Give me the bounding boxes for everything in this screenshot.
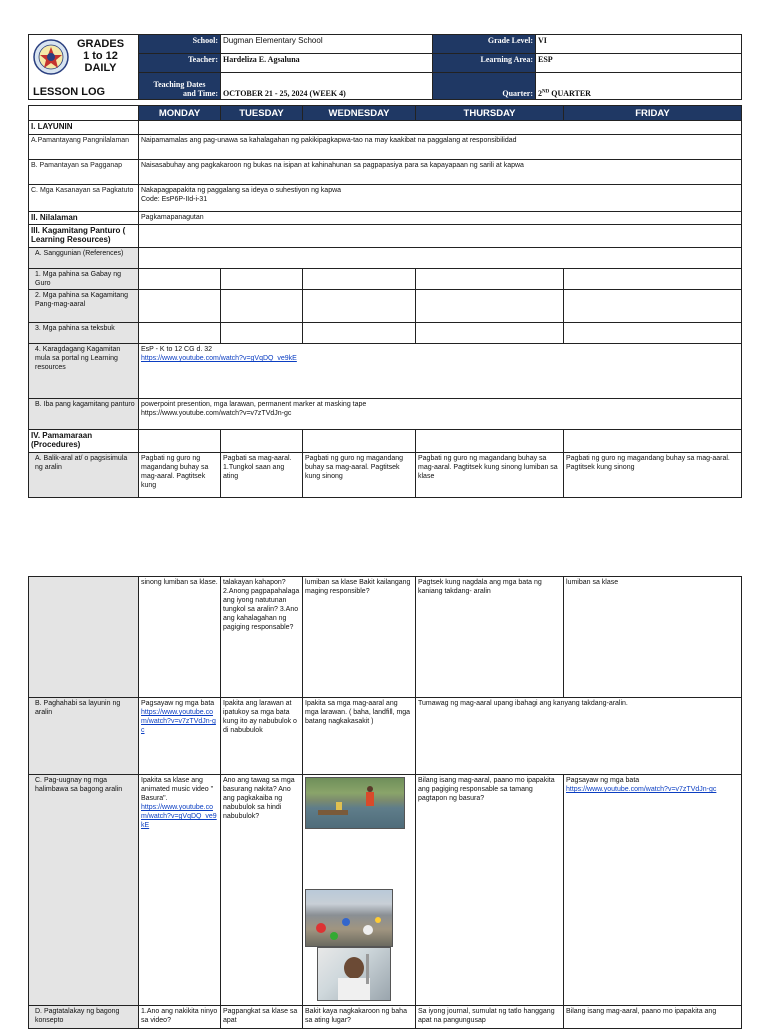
karagdagang-text: EsP - K to 12 CG d. 32 xyxy=(141,346,213,353)
cell xyxy=(416,323,564,344)
dates-label xyxy=(139,73,221,100)
cell xyxy=(564,430,742,453)
cell xyxy=(303,269,416,290)
cell xyxy=(303,323,416,344)
section-pamamaraan: IV. Pamamaraan (Procedures) xyxy=(29,430,139,453)
pagtatalakay-friday: Bilang isang mag-aaral, paano mo ipapakita ang xyxy=(564,1006,742,1029)
pagtatalakay-wednesday: Bakit kaya nagkakaroon ng baha sa ating lugar? xyxy=(303,1006,416,1029)
flood-photo xyxy=(305,777,405,829)
grade-label: Grade Level: xyxy=(433,35,536,54)
grade-value: VI xyxy=(536,35,742,54)
paghahabi-wednesday: Ipakita sa mga mag-aaral ang mga larawan. ( baha, landfill, mga batang nagkakasakit ) xyxy=(303,698,416,775)
cell xyxy=(416,290,564,323)
cell xyxy=(303,290,416,323)
row-label-teksbuk: 3. Mga pahina sa teksbuk xyxy=(29,323,139,344)
day-header-thursday: THURSDAY xyxy=(416,106,564,121)
quarter-label: Quarter: xyxy=(433,73,536,100)
title-line: LESSON LOG xyxy=(33,86,106,98)
cell xyxy=(564,323,742,344)
row-label-pamantayang-pangnilalaman: A.Pamantayang Pangnilalaman xyxy=(29,135,139,160)
cell xyxy=(221,290,303,323)
row-label-karagdagang-kagamitan: 4. Karagdagang Kagamitan mula sa portal ng Learning resources xyxy=(29,344,139,399)
pag-uugnay-friday-text: Pagsayaw ng mga bata xyxy=(566,777,640,784)
pag-uugnay-friday xyxy=(564,775,742,1006)
cell xyxy=(139,269,221,290)
paghahabi-tuesday: Ipakita ang larawan at ipatukoy sa mga bata kung ito ay nabubulok o di nabubulok xyxy=(221,698,303,775)
day-header-wednesday: WEDNESDAY xyxy=(303,106,416,121)
quarter-suffix: QUARTER xyxy=(549,89,591,98)
video-link[interactable]: https://www.youtube.com/watch?v=v7zTVdJn-gc xyxy=(566,786,717,793)
video-link[interactable]: https://www.youtube.com/watch?v=v7zTVdJn-gc xyxy=(141,709,216,734)
sanggunian-cell xyxy=(139,248,742,269)
header-title-cell xyxy=(29,35,139,100)
kasanayan-text: Nakapagpapakita ng paggalang sa ideya o suhestiyon ng kapwa xyxy=(141,187,342,194)
deped-seal-icon xyxy=(33,39,69,77)
cell xyxy=(221,323,303,344)
row-label-pagtatalakay: D. Pagtatalakay ng bagong konsepto xyxy=(29,1006,139,1029)
kasanayan-code: Code: EsP6P-IId-i-31 xyxy=(141,196,208,203)
dates-value: OCTOBER 21 - 25, 2024 (WEEK 4) xyxy=(221,73,433,100)
iba-pang-kagamitan-cell xyxy=(139,399,742,430)
cell xyxy=(416,430,564,453)
balik-aral-wednesday: Pagbati ng guro ng magandang buhay sa mag-aaral. Pagtitsek kung sinong xyxy=(303,453,416,498)
paghahabi-monday-text: Pagsayaw ng mga bata xyxy=(141,700,215,707)
layunin-spacer xyxy=(139,121,742,135)
iba-pang-text: powerpoint presention, mga larawan, permanent marker at masking tape xyxy=(141,401,367,408)
day-header-tuesday: TUESDAY xyxy=(221,106,303,121)
paghahabi-thursday: Tumawag ng mag-aaral upang ibahagi ang kanyang takdang-aralin. xyxy=(416,698,742,775)
teacher-value: Hardeliza E. Agsaluna xyxy=(221,54,433,73)
paghahabi-monday xyxy=(139,698,221,775)
title-line: DAILY xyxy=(84,62,117,74)
school-value: Dugman Elementary School xyxy=(221,35,433,54)
pagtatalakay-tuesday: Pagpangkat sa klase sa apat xyxy=(221,1006,303,1029)
row-label-kasanayan: C. Mga Kasanayan sa Pagkatuto xyxy=(29,185,139,212)
row-label-paghahabi: B. Paghahabi sa layunin ng aralin xyxy=(29,698,139,775)
continued-friday: lumiban sa klase xyxy=(564,577,742,698)
school-label: School: xyxy=(139,35,221,54)
day-header-monday: MONDAY xyxy=(139,106,221,121)
cell xyxy=(564,290,742,323)
pag-uugnay-wednesday xyxy=(303,775,416,1006)
cell xyxy=(221,269,303,290)
cell xyxy=(139,323,221,344)
area-value: ESP xyxy=(536,54,742,73)
row-label-balik-aral: A. Balik-aral at/ o pagsisimula ng aralin xyxy=(29,453,139,498)
row-label-kagamitang-mag-aaral: 2. Mga pahina sa Kagamitang Pang-mag-aaral xyxy=(29,290,139,323)
sick-child-photo xyxy=(317,947,391,1001)
nilalaman-text: Pagkamapanagutan xyxy=(139,212,742,225)
header-table xyxy=(28,34,742,100)
pag-uugnay-tuesday: Ano ang tawag sa mga basurang nakita? Ano ang pagkakaiba ng nabubulok sa hindi nabubulok? xyxy=(221,775,303,1006)
pagtatalakay-thursday: Sa iyong journal, sumulat ng tatlo hanggang apat na pangungusap xyxy=(416,1006,564,1029)
dates-label-1: Teaching Dates xyxy=(153,80,206,89)
row-label-pamantayan-pagganap: B. Pamantayan sa Pagganap xyxy=(29,160,139,185)
section-nilalaman: II. Nilalaman xyxy=(29,212,139,225)
balik-aral-monday: Pagbati ng guro ng magandang buhay sa mag-aaral. Pagtitsek kung xyxy=(139,453,221,498)
row-label-sanggunian: A. Sanggunian (References) xyxy=(29,248,139,269)
dates-label-2: and Time: xyxy=(182,89,218,98)
karagdagang-kagamitan-cell xyxy=(139,344,742,399)
pamantayang-pangnilalaman-text: Naipamamalas ang pag-unawa sa kahalagahan ng pakikipagkapwa-tao na may kaakibat na paggalang at responsibilidad xyxy=(139,135,742,160)
pamantayan-pagganap-text: Naisasabuhay ang pagkakaroon ng bukas na isipan at kahinahunan sa pagpapasiya para sa kapayapaan ng sarili at kapwa xyxy=(139,160,742,185)
pag-uugnay-monday-text: Ipakita sa klase ang animated music video " Basura". xyxy=(141,777,214,802)
balik-aral-friday: Pagbati ng guro ng magandang buhay sa mag-aaral. Pagtitsek kung sinong xyxy=(564,453,742,498)
kasanayan-cell xyxy=(139,185,742,212)
youtube-link[interactable]: https://www.youtube.com/watch?v=gVqDQ_ve9kE xyxy=(141,355,297,362)
kagamitan-spacer xyxy=(139,225,742,248)
cell xyxy=(139,430,221,453)
quarter-number: 2 xyxy=(538,89,542,98)
balik-aral-tuesday: Pagbati sa mag-aaral. 1.Tungkol saan ang ating xyxy=(221,453,303,498)
cell xyxy=(416,269,564,290)
cell xyxy=(221,430,303,453)
landfill-photo xyxy=(305,889,393,947)
section-layunin: I. LAYUNIN xyxy=(29,121,139,135)
video-link[interactable]: https://www.youtube.com/watch?v=gVqDQ_ve9kE xyxy=(141,804,217,829)
cell xyxy=(303,430,416,453)
day-header-friday: FRIDAY xyxy=(564,106,742,121)
iba-pang-url: https://www.youtube.com/watch?v=v7zTVdJn-gc xyxy=(141,410,292,417)
row-label-iba-pang-kagamitan: B. Iba pang kagamitang panturo xyxy=(29,399,139,430)
area-label: Learning Area: xyxy=(433,54,536,73)
cell xyxy=(564,269,742,290)
title-line: GRADES xyxy=(76,38,125,50)
lesson-log-table-continued xyxy=(28,576,742,1029)
row-label-gabay-guro: 1. Mga pahina sa Gabay ng Guro xyxy=(29,269,139,290)
row-label-pag-uugnay: C. Pag-uugnay ng mga halimbawa sa bagong aralin xyxy=(29,775,139,1006)
cell xyxy=(139,290,221,323)
title-line: 1 to 12 xyxy=(83,50,118,62)
quarter-sup: ND xyxy=(542,89,550,95)
balik-aral-thursday: Pagbati ng guro ng magandang buhay sa mag-aaral. Pagtitsek kung sinong lumiban sa klase xyxy=(416,453,564,498)
section-kagamitan: III. Kagamitang Panturo ( Learning Resources) xyxy=(29,225,139,248)
continued-thursday: Pagtsek kung nagdala ang mga bata ng kaniang takdang- aralin xyxy=(416,577,564,698)
corner-cell xyxy=(29,106,139,121)
lesson-log-table xyxy=(28,105,742,498)
pagtatalakay-monday: 1.Ano ang nakikita ninyo sa video? xyxy=(139,1006,221,1029)
quarter-value xyxy=(536,73,742,100)
continued-wednesday: lumiban sa klase Bakit kailangang maging responsible? xyxy=(303,577,416,698)
continuation-label xyxy=(29,577,139,698)
pag-uugnay-monday xyxy=(139,775,221,1006)
continued-tuesday: talakayan kahapon? 2.Anong pagpapahalaga ang iyong natutunan tungkol sa aralin? 3.Ano ang kahalagahan ng pagiging responsable? xyxy=(221,577,303,698)
teacher-label: Teacher: xyxy=(139,54,221,73)
pag-uugnay-thursday: Bilang isang mag-aaral, paano mo ipapakita ang pagiging responsable sa tamang pagtapon ng basura? xyxy=(416,775,564,1006)
continued-monday: sinong lumiban sa klase. xyxy=(139,577,221,698)
